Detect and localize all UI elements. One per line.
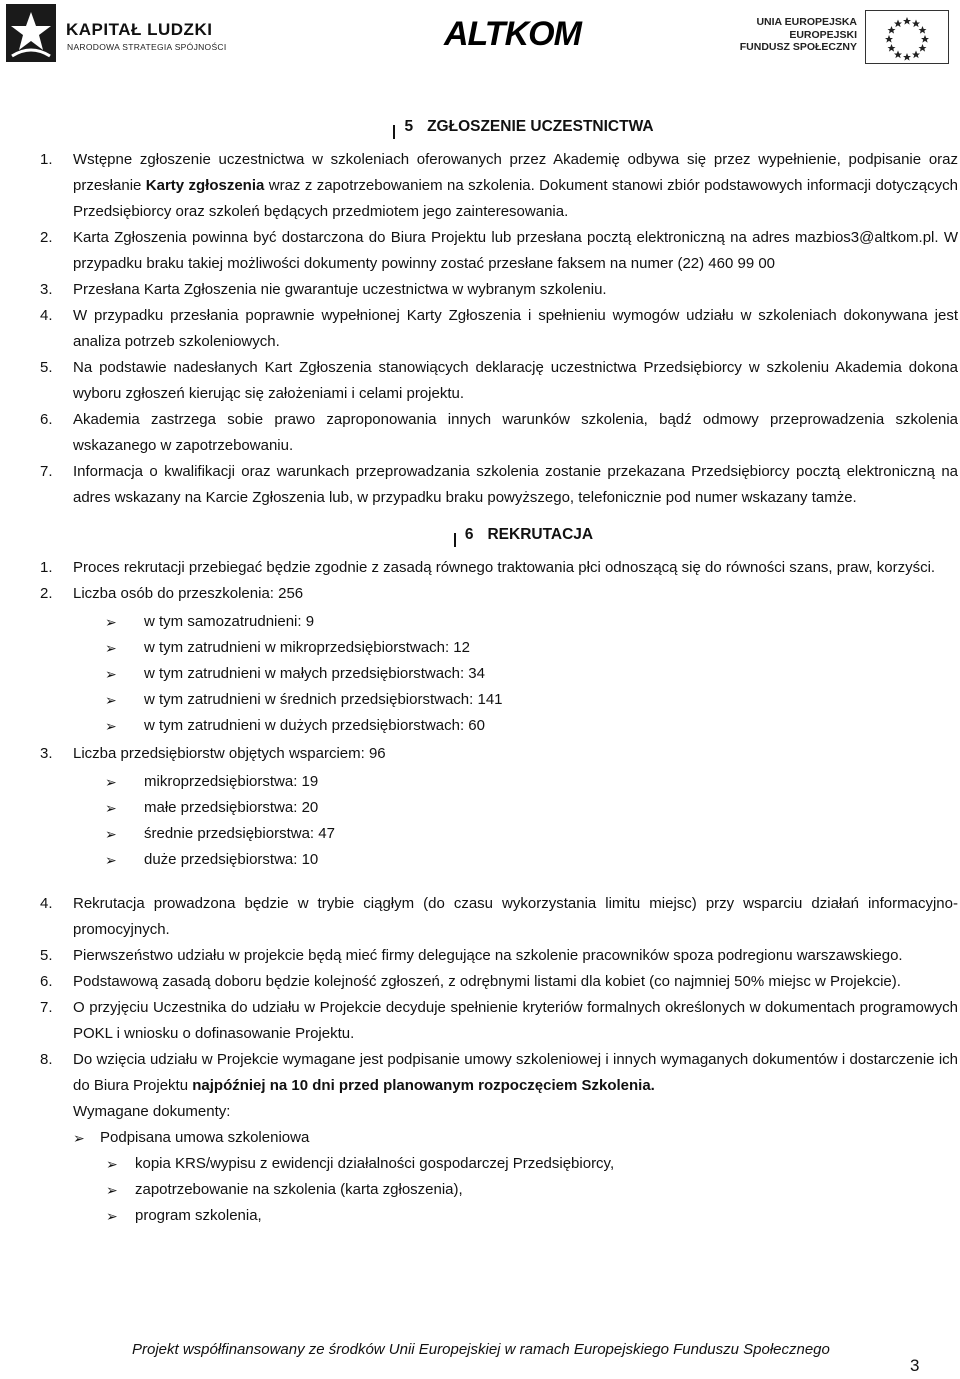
altkom-wordmark: ALTKOM: [444, 15, 581, 53]
section-6-list-end: [40, 891, 958, 1099]
item-text: O przyjęciu Uczestnika do udziału w Projekcie decyduje spełnienie kryteriów formalnych określonych w dokumentach programowych POKL i wniosku o dofinasowanie Projektu.: [73, 999, 958, 1042]
item-text: Akademia zastrzega sobie prawo zaproponowania innych warunków szkolenia, bądź odmowy przeprowadzenia szkolenia wskazanego w zapotrzebowaniu.: [73, 411, 958, 454]
arrow-bullet-icon: ➢: [73, 1130, 85, 1146]
list-item: [40, 303, 958, 355]
arrow-bullet-icon: ➢: [105, 640, 117, 656]
item-text: program szkolenia,: [135, 1207, 262, 1224]
item-text: Do wzięcia udziału w Projekcie wymagane jest podpisanie umowy szkoleniowej i innych wymaganych dokumentów i dostarczenie ich do Biura Projektu: [73, 1051, 958, 1094]
kapital-ludzki-logo: [6, 4, 236, 62]
arrow-bullet-icon: ➢: [106, 1208, 118, 1224]
list-item: [40, 277, 958, 303]
item-text: kopia KRS/wypisu z ewidencji działalności gospodarczej Przedsiębiorcy,: [135, 1155, 615, 1172]
kapital-ludzki-subtitle: NARODOWA STRATEGIA SPÓJNOŚCI: [67, 42, 227, 52]
arrow-bullet-icon: ➢: [106, 1182, 118, 1198]
item-text: Liczba osób do przeszkolenia: 256: [73, 585, 304, 602]
item-text: wraz z zapotrzebowaniem na szkolenia. Dokument stanowi zbiór podstawowych informacji dotyczących Przedsiębiorcy oraz szkoleń będących przedmiotem jego zainteresowania.: [73, 177, 958, 220]
eu-line-3: FUNDUSZ SPOŁECZNY: [739, 41, 857, 53]
item-number: 2.: [40, 585, 53, 602]
eu-logo: [728, 10, 953, 70]
item-text: mikroprzedsiębiorstwa: 19: [144, 773, 319, 790]
list-item: [40, 459, 958, 511]
item-number: 1.: [40, 151, 53, 168]
eu-text: [740, 16, 857, 54]
required-documents-label: Wymagane dokumenty:: [73, 1103, 231, 1120]
item-text: średnie przedsiębiorstwa: 47: [144, 825, 335, 842]
arrow-bullet-icon: ➢: [105, 826, 117, 842]
section-5-list: [40, 147, 958, 511]
item-text: w tym zatrudnieni w małych przedsiębiorstwach: 34: [144, 665, 485, 682]
required-documents-list: [40, 1125, 958, 1151]
list-item: [40, 969, 958, 995]
item-text: Liczba przedsiębiorstw objętych wsparciem: 96: [73, 745, 386, 762]
item-text: małe przedsiębiorstwa: 20: [144, 799, 319, 816]
item-text: W przypadku przesłania poprawnie wypełnionej Karty Zgłoszenia i spełnieniu wymogów udziału w szkoleniach dokonywana jest analiza potrzeb szkoleniowych.: [73, 307, 958, 350]
list-item: [40, 635, 958, 661]
list-item: [40, 407, 958, 459]
eu-line-2: EUROPEJSKI: [789, 28, 857, 41]
list-item: [40, 847, 958, 873]
item-text: zapotrzebowanie na szkolenia (karta zgłoszenia),: [135, 1181, 463, 1198]
item-number: 5.: [40, 359, 53, 376]
list-item: [40, 661, 958, 687]
item-text: w tym zatrudnieni w średnich przedsiębiorstwach: 141: [144, 691, 503, 708]
arrow-bullet-icon: ➢: [105, 666, 117, 682]
item-text: Karta Zgłoszenia powinna być dostarczona do Biura Projektu lub przesłana pocztą elektroniczną na adres mazbios3@altkom.pl. W przypadku braku takiej możliwości dokumenty powinny zostać przesłane faksem na numer (22) 460 99 00: [73, 229, 958, 272]
item-text: Pierwszeństwo udziału w projekcie będą mieć firmy delegujące na szkolenie pracowników spoza podregionu warszawskiego.: [73, 947, 903, 964]
page-header: [0, 0, 960, 75]
list-item: [40, 713, 958, 739]
item-text: Podpisana umowa szkoleniowa: [100, 1129, 310, 1146]
item-bold-text: najpóźniej na 10 dni przed planowanym rozpoczęciem Szkolenia.: [192, 1077, 655, 1094]
staff-breakdown-list: [40, 609, 958, 739]
list-item: [40, 1047, 958, 1099]
item-text: w tym zatrudnieni w dużych przedsiębiorstwach: 60: [144, 717, 485, 734]
arrow-bullet-icon: ➢: [105, 692, 117, 708]
list-item: [40, 581, 958, 607]
item-number: 5.: [40, 947, 53, 964]
item-number: 7.: [40, 463, 53, 480]
item-text: Na podstawie nadesłanych Kart Zgłoszenia stanowiących deklarację uczestnictwa Przedsiębiorcy w szkoleniu Akademia dokona wyboru zgłoszeń kierując się założeniami i celami projektu.: [73, 359, 958, 402]
arrow-bullet-icon: ➢: [105, 718, 117, 734]
list-item: [40, 821, 958, 847]
eu-flag-icon: [865, 10, 949, 64]
kapital-ludzki-title: KAPITAŁ LUDZKI: [66, 20, 213, 39]
page-number: 3: [910, 1356, 920, 1375]
item-number: 7.: [40, 999, 53, 1016]
item-number: 1.: [40, 559, 53, 576]
arrow-bullet-icon: ➢: [105, 852, 117, 868]
item-text: w tym samozatrudnieni: 9: [144, 613, 315, 630]
section-5-heading: [40, 113, 958, 141]
list-item: [40, 1151, 958, 1177]
list-item: [40, 795, 958, 821]
section-6-title: REKRUTACJA: [487, 526, 594, 543]
item-text: w tym zatrudnieni w mikroprzedsiębiorstwach: 12: [144, 639, 470, 656]
section-6-number: 6: [464, 526, 474, 543]
section-6-heading: [40, 521, 958, 549]
item-text: Wstępne zgłoszenie uczestnictwa w szkoleniach oferowanych przez Akademię odbywa się przez wypełnienie, podpisanie oraz przesłanie: [73, 151, 958, 194]
list-item: [40, 555, 958, 581]
list-item: [40, 1125, 958, 1151]
list-item: [40, 1203, 958, 1229]
kapital-ludzki-emblem-icon: [6, 4, 56, 62]
list-item: [40, 687, 958, 713]
arrow-bullet-icon: ➢: [106, 1156, 118, 1172]
section-5-title: ZGŁOSZENIE UCZESTNICTWA: [427, 118, 654, 135]
list-item: [40, 225, 958, 277]
list-item: [40, 355, 958, 407]
item-text: Podstawową zasadą doboru będzie kolejność zgłoszeń, z odrębnymi listami dla kobiet (co najmniej 50% miejsc w Projekcie).: [73, 973, 901, 990]
list-item: [40, 609, 958, 635]
item-number: 2.: [40, 229, 53, 246]
item-number: 6.: [40, 411, 53, 428]
item-bold-text: Karty zgłoszenia: [145, 177, 265, 194]
company-breakdown-list: [40, 769, 958, 873]
arrow-bullet-icon: ➢: [105, 774, 117, 790]
item-text: Rekrutacja prowadzona będzie w trybie ciągłym (do czasu wykorzystania limitu miejsc) przy wsparciu działań informacyjno-promocyjnych.: [73, 895, 958, 938]
altkom-logo: [444, 10, 581, 66]
item-number: 3.: [40, 745, 53, 762]
item-number: 3.: [40, 281, 53, 298]
item-number: 4.: [40, 307, 53, 324]
section-6-list: [40, 555, 958, 607]
document-body: [40, 113, 958, 1229]
item-text: Proces rekrutacji przebiegać będzie zgodnie z zasadą równego traktowania płci odnoszącą się do równości szans, praw, korzyści.: [73, 559, 936, 576]
item-number: 4.: [40, 895, 53, 912]
spacer: [40, 875, 958, 891]
list-item: [40, 147, 958, 225]
footer-text: Projekt współfinansowany ze środków Unii Europejskiej w ramach Europejskiego Funduszu Społecznego: [132, 1341, 830, 1358]
list-item: [40, 1177, 958, 1203]
list-item: [40, 943, 958, 969]
arrow-bullet-icon: ➢: [105, 614, 117, 630]
item-number: 8.: [40, 1051, 53, 1068]
item-text: Przesłana Karta Zgłoszenia nie gwarantuje uczestnictwa w wybranym szkoleniu.: [73, 281, 607, 298]
list-item: [40, 769, 958, 795]
item-text: Informacja o kwalifikacji oraz warunkach przeprowadzania szkolenia zostanie przekazana Przedsiębiorcy pocztą elektroniczną na adres wskazany na Karcie Zgłoszenia lub, w przypadku braku powyższego, telefonicznie pod numer wskazany tamże.: [73, 463, 958, 506]
list-item: [40, 741, 958, 767]
page-footer: [0, 1335, 960, 1375]
item-number: 6.: [40, 973, 53, 990]
list-item: [40, 995, 958, 1047]
section-5-number: 5: [404, 118, 414, 135]
item-text: duże przedsiębiorstwa: 10: [144, 851, 319, 868]
section-6-list-cont: [40, 741, 958, 767]
required-documents-sublist: [40, 1151, 958, 1229]
arrow-bullet-icon: ➢: [105, 800, 117, 816]
list-item: [40, 891, 958, 943]
eu-line-1: UNIA EUROPEJSKA: [756, 16, 857, 28]
